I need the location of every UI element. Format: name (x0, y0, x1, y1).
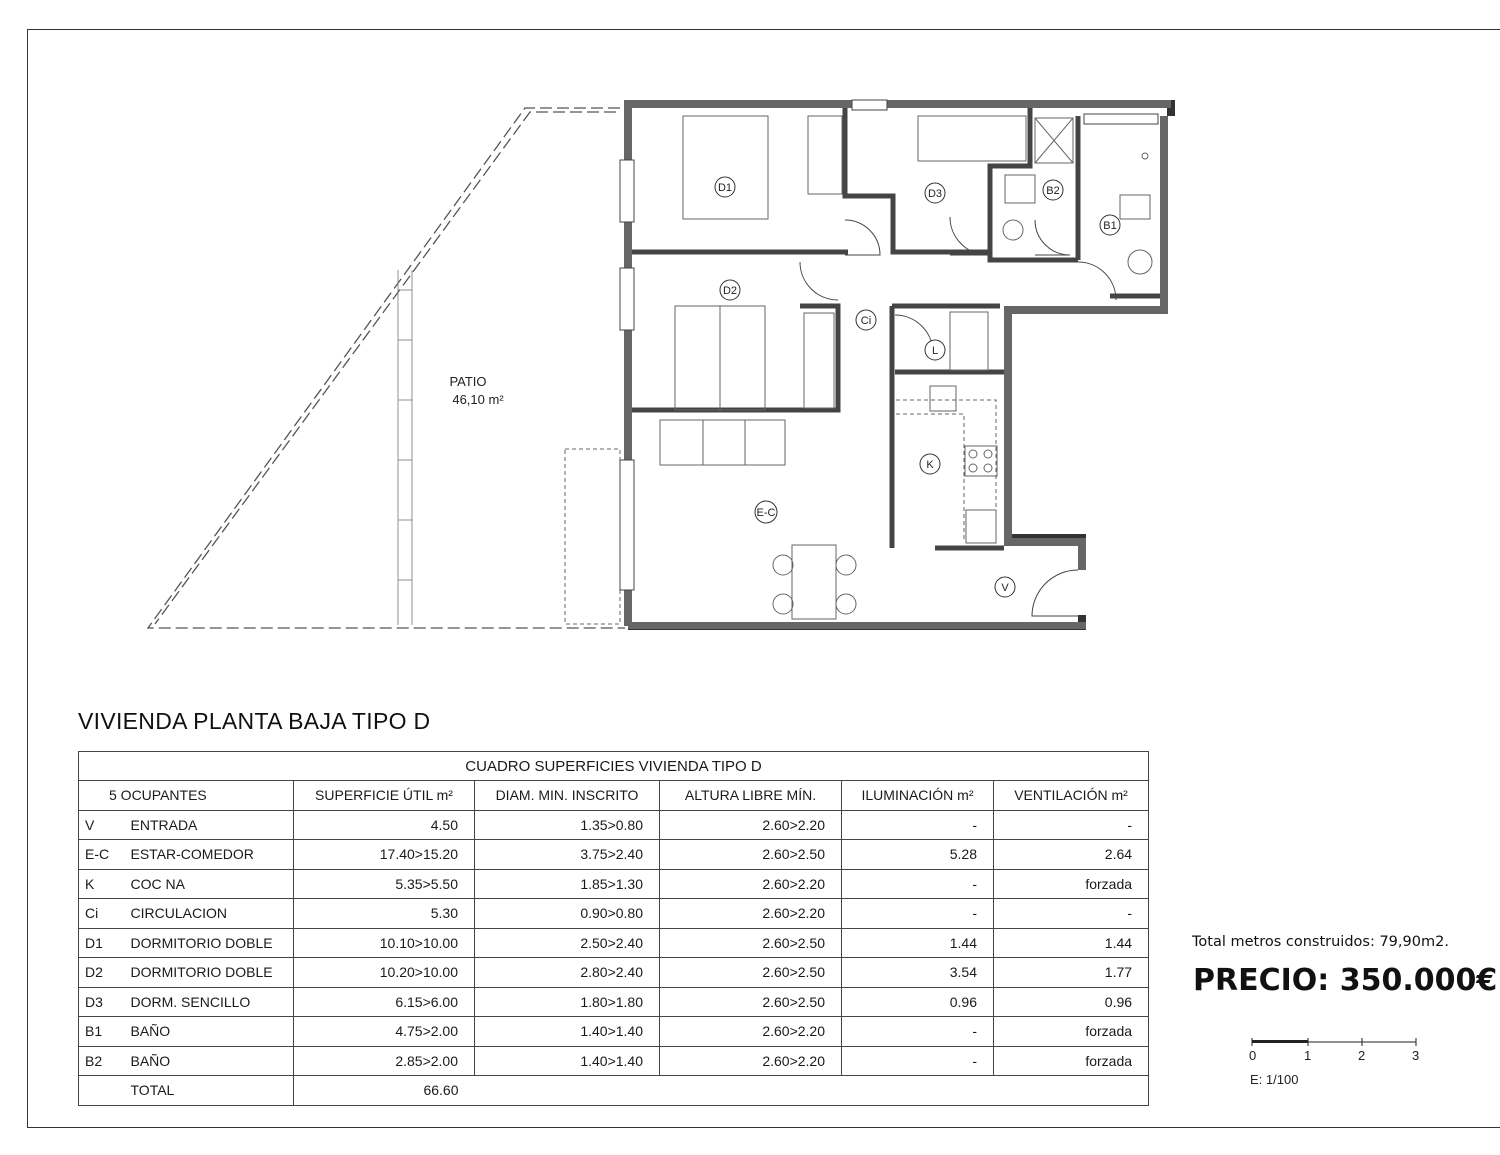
table-caption: CUADRO SUPERFICIES VIVIENDA TIPO D (79, 752, 1149, 781)
table-row (79, 840, 1149, 870)
table-total-row (79, 1076, 1149, 1106)
row-code: B1 (79, 1017, 125, 1047)
row-name: ENTRADA (125, 810, 294, 840)
table-row (79, 810, 1149, 840)
table-row (79, 1046, 1149, 1076)
row-diam: 1.40>1.40 (475, 1017, 660, 1047)
row-diam: 3.75>2.40 (475, 840, 660, 870)
header-light: ILUMINACIÓN m² (842, 781, 994, 811)
label-v: V (1001, 582, 1009, 594)
row-name: COC NA (125, 869, 294, 899)
kitchen-counter (896, 400, 996, 542)
row-diam: 2.50>2.40 (475, 928, 660, 958)
label-b2: B2 (1046, 185, 1060, 197)
row-vent: forzada (994, 1017, 1149, 1047)
row-light: 5.28 (842, 840, 994, 870)
label-l: L (931, 345, 939, 357)
row-light: 1.44 (842, 928, 994, 958)
row-diam: 1.85>1.30 (475, 869, 660, 899)
row-code: D3 (79, 987, 125, 1017)
row-height: 2.60>2.20 (660, 899, 842, 929)
label-k: K (926, 459, 934, 471)
row-height: 2.60>2.20 (660, 810, 842, 840)
scale-tick-1: 1 (1304, 1048, 1312, 1063)
total-label: TOTAL (125, 1076, 294, 1106)
row-height: 2.60>2.50 (660, 958, 842, 988)
room-label-texts (449, 182, 1116, 594)
table-row (79, 1017, 1149, 1047)
row-surface: 2.85>2.00 (294, 1046, 475, 1076)
patio-name: PATIO (449, 374, 487, 389)
row-code: K (79, 869, 125, 899)
row-vent: - (994, 899, 1149, 929)
label-b1: B1 (1103, 220, 1117, 232)
sheet-title: VIVIENDA PLANTA BAJA TIPO D (78, 708, 431, 734)
row-vent: 1.77 (994, 958, 1149, 988)
row-diam: 1.40>1.40 (475, 1046, 660, 1076)
row-vent: - (994, 810, 1149, 840)
row-surface: 5.30 (294, 899, 475, 929)
label-d3: D3 (927, 188, 943, 200)
row-surface: 4.50 (294, 810, 475, 840)
row-height: 2.60>2.20 (660, 1017, 842, 1047)
surfaces-table (78, 751, 1149, 1106)
row-surface: 17.40>15.20 (294, 840, 475, 870)
label-ci: Ci (860, 315, 872, 327)
total-empty (475, 1076, 1149, 1106)
row-name: BAÑO (125, 1046, 294, 1076)
row-light: - (842, 1046, 994, 1076)
row-name: DORMITORIO DOBLE (125, 958, 294, 988)
scale-ratio: E: 1/100 (1250, 1072, 1299, 1087)
row-surface: 10.10>10.00 (294, 928, 475, 958)
row-code: B2 (79, 1046, 125, 1076)
row-code: Ci (79, 899, 125, 929)
row-height: 2.60>2.20 (660, 1046, 842, 1076)
row-diam: 1.35>0.80 (475, 810, 660, 840)
row-light: - (842, 1017, 994, 1047)
row-vent: 1.44 (994, 928, 1149, 958)
scale-bar (1240, 1036, 1440, 1092)
wall-fill (624, 100, 1171, 629)
row-height: 2.60>2.50 (660, 987, 842, 1017)
patio-area: 46,10 m² (452, 392, 504, 407)
row-vent: 0.96 (994, 987, 1149, 1017)
doors (800, 217, 1116, 616)
interior-walls (632, 108, 1160, 548)
label-d1: D1 (717, 182, 733, 194)
scale-tick-3: 3 (1412, 1048, 1420, 1063)
table-row (79, 958, 1149, 988)
patio-outline (148, 108, 625, 628)
row-diam: 2.80>2.40 (475, 958, 660, 988)
row-vent: forzada (994, 869, 1149, 899)
row-vent: 2.64 (994, 840, 1149, 870)
header-surface: SUPERFICIE ÚTIL m² (294, 781, 475, 811)
row-surface: 10.20>10.00 (294, 958, 475, 988)
row-light: - (842, 899, 994, 929)
header-occupants: 5 OCUPANTES (79, 781, 294, 811)
patio-seating (565, 449, 620, 624)
row-code: D1 (79, 928, 125, 958)
total-code (79, 1076, 125, 1106)
built-area-summary: Total metros construidos: 79,90m2. (1192, 934, 1449, 950)
scale-tick-0: 0 (1249, 1048, 1257, 1063)
row-name: CIRCULACION (125, 899, 294, 929)
row-light: 0.96 (842, 987, 994, 1017)
row-name: DORMITORIO DOBLE (125, 928, 294, 958)
exterior-walls (624, 104, 1171, 626)
row-light: - (842, 869, 994, 899)
header-vent: VENTILACIÓN m² (994, 781, 1149, 811)
row-surface: 5.35>5.50 (294, 869, 475, 899)
row-name: ESTAR-COMEDOR (125, 840, 294, 870)
row-light: - (842, 810, 994, 840)
header-height: ALTURA LIBRE MÍN. (660, 781, 842, 811)
price-label: PRECIO: 350.000€ (1193, 963, 1498, 998)
table-row (79, 928, 1149, 958)
scale-tick-2: 2 (1358, 1048, 1366, 1063)
table-row (79, 869, 1149, 899)
row-surface: 6.15>6.00 (294, 987, 475, 1017)
row-height: 2.60>2.50 (660, 928, 842, 958)
row-diam: 0.90>0.80 (475, 899, 660, 929)
patio-strip (398, 270, 412, 625)
row-code: V (79, 810, 125, 840)
label-ec: E-C (756, 507, 776, 519)
row-surface: 4.75>2.00 (294, 1017, 475, 1047)
total-surface: 66.60 (294, 1076, 475, 1106)
table-row (79, 987, 1149, 1017)
row-code: E-C (79, 840, 125, 870)
label-d2: D2 (722, 285, 738, 297)
row-height: 2.60>2.20 (660, 869, 842, 899)
header-diam: DIAM. MIN. INSCRITO (475, 781, 660, 811)
row-vent: forzada (994, 1046, 1149, 1076)
row-height: 2.60>2.50 (660, 840, 842, 870)
row-code: D2 (79, 958, 125, 988)
row-diam: 1.80>1.80 (475, 987, 660, 1017)
table-row (79, 899, 1149, 929)
row-name: BAÑO (125, 1017, 294, 1047)
row-light: 3.54 (842, 958, 994, 988)
row-name: DORM. SENCILLO (125, 987, 294, 1017)
